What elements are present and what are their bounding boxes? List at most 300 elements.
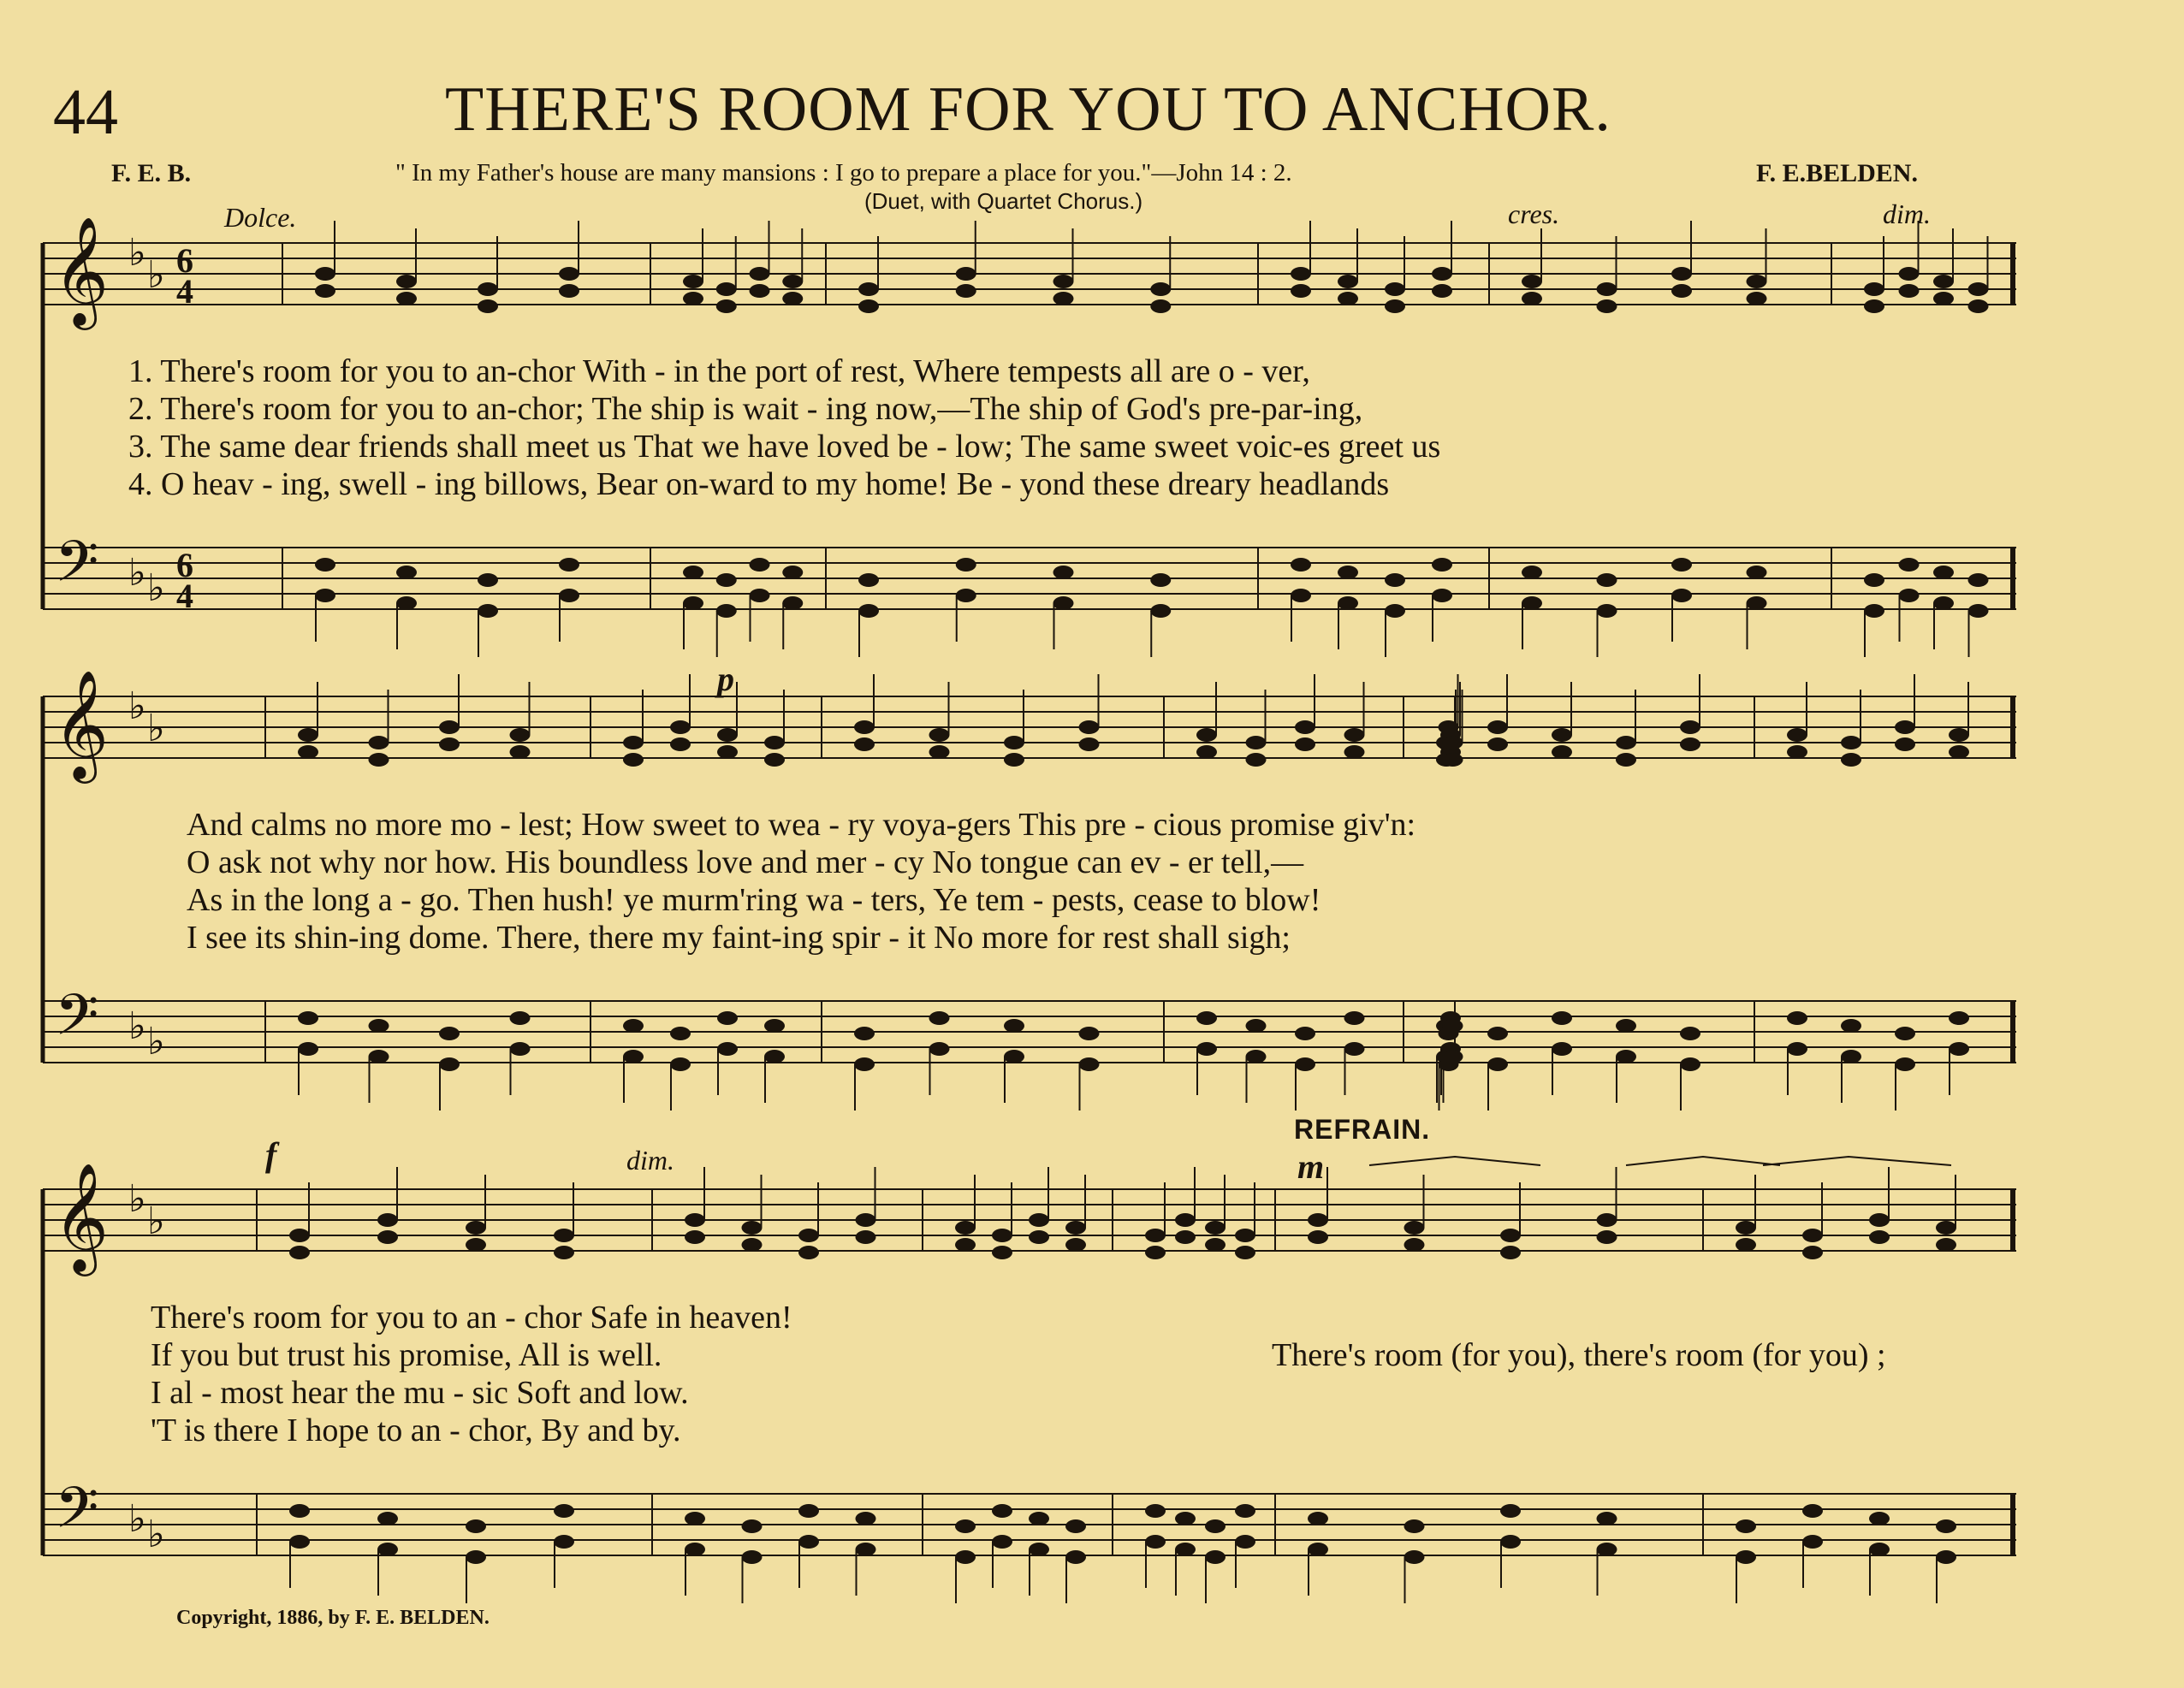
- note-head: [1747, 275, 1767, 288]
- note-head: [1841, 1050, 1861, 1063]
- note-head: [1968, 299, 1989, 313]
- note-head: [298, 745, 318, 759]
- note-head: [1869, 1230, 1890, 1244]
- note-head: [1205, 1550, 1226, 1564]
- note-head: [742, 1550, 763, 1564]
- note-head: [1065, 1238, 1086, 1252]
- lyric-line: O ask not why nor how. His boundless love and mer - cy No tongue can ev - er tell,—: [187, 844, 1304, 880]
- dynamic-dim-2: dim.: [626, 1145, 674, 1176]
- note-head: [289, 1246, 310, 1259]
- note-head: [439, 1057, 460, 1071]
- note-head: [1079, 1027, 1100, 1040]
- note-head: [782, 292, 803, 305]
- note-head: [929, 1042, 950, 1056]
- note-head: [1004, 736, 1024, 749]
- dynamic-forte: f: [265, 1135, 277, 1174]
- note-head: [1065, 1550, 1086, 1564]
- lyric-line: And calms no more mo - lest; How sweet to wea - ry voya-gers This pre - cious promise giv'n:: [187, 807, 1416, 843]
- note-head: [670, 1027, 691, 1040]
- note-head: [685, 1213, 705, 1227]
- note-head: [782, 275, 803, 288]
- note-head: [1295, 737, 1315, 751]
- lyric-line: If you but trust his promise, All is well.: [151, 1337, 662, 1373]
- time-signature-top: 6: [176, 241, 193, 280]
- note-head: [623, 753, 644, 767]
- note-head: [1344, 745, 1365, 759]
- note-head: [685, 1512, 705, 1525]
- note-head: [717, 1042, 738, 1056]
- hairpin: [1369, 1157, 1540, 1165]
- note-head: [1500, 1246, 1521, 1259]
- note-head: [466, 1221, 486, 1235]
- note-head: [956, 284, 976, 298]
- note-head: [510, 1042, 531, 1056]
- note-head: [1404, 1550, 1425, 1564]
- flat-sign: ♭: [147, 1199, 165, 1243]
- note-head: [1597, 573, 1617, 587]
- note-head: [1895, 1057, 1915, 1071]
- note-head: [1235, 1246, 1255, 1259]
- note-head: [1949, 1042, 1969, 1056]
- flat-sign: ♭: [147, 1513, 165, 1556]
- note-head: [1385, 604, 1405, 618]
- note-head: [478, 299, 498, 313]
- note-head: [1344, 1011, 1365, 1025]
- dynamic-piano: p: [717, 660, 734, 698]
- note-head: [1968, 282, 1989, 296]
- note-head: [798, 1229, 819, 1242]
- flat-sign: ♭: [147, 707, 165, 750]
- lyric-line: I al - most hear the mu - sic Soft and low.: [151, 1375, 689, 1411]
- note-head: [1246, 753, 1267, 767]
- note-head: [439, 720, 460, 734]
- note-head: [1736, 1238, 1756, 1252]
- note-head: [1736, 1221, 1756, 1235]
- note-head: [1246, 1019, 1267, 1033]
- note-head: [1175, 1213, 1196, 1227]
- note-head: [1145, 1246, 1166, 1259]
- note-head: [1895, 737, 1915, 751]
- note-head: [1522, 566, 1542, 579]
- note-head: [289, 1535, 310, 1549]
- note-head: [478, 282, 498, 296]
- note-head: [956, 267, 976, 281]
- note-head: [1968, 573, 1989, 587]
- note-head: [683, 292, 703, 305]
- note-head: [683, 566, 703, 579]
- note-head: [1597, 604, 1617, 618]
- note-head: [1802, 1535, 1823, 1549]
- note-head: [1671, 284, 1692, 298]
- note-head: [1864, 604, 1884, 618]
- note-head: [298, 728, 318, 742]
- time-signature-top: 6: [176, 546, 193, 584]
- page-title: THERE'S ROOM FOR YOU TO ANCHOR.: [445, 74, 1611, 145]
- note-head: [1145, 1504, 1166, 1518]
- note-head: [554, 1246, 574, 1259]
- note-head: [1899, 558, 1920, 572]
- note-head: [1487, 1057, 1508, 1071]
- note-head: [764, 1050, 785, 1063]
- note-head: [1029, 1213, 1049, 1227]
- note-head: [1949, 728, 1969, 742]
- note-head: [1616, 753, 1636, 767]
- note-head: [1671, 589, 1692, 602]
- note-head: [369, 753, 389, 767]
- note-head: [1150, 573, 1171, 587]
- note-head: [439, 737, 460, 751]
- note-head: [466, 1550, 486, 1564]
- note-head: [1150, 299, 1171, 313]
- note-head: [1869, 1213, 1890, 1227]
- lyric-line: 2. There's room for you to an-chor; The ship is wait - ing now,—The ship of God's pre-par-ing,: [128, 391, 1363, 427]
- subtitle: (Duet, with Quartet Chorus.): [864, 188, 1143, 214]
- note-head: [1295, 1027, 1315, 1040]
- note-head: [1597, 1213, 1617, 1227]
- note-head: [858, 604, 879, 618]
- lyric-line: 4. O heav - ing, swell - ing billows, Bear on-ward to my home! Be - yond these dreary headlands: [128, 466, 1390, 502]
- flat-sign: ♭: [147, 566, 165, 610]
- note-head: [1308, 1512, 1328, 1525]
- note-head: [1385, 282, 1405, 296]
- note-head: [559, 267, 579, 281]
- note-head: [1385, 573, 1405, 587]
- note-head: [623, 1019, 644, 1033]
- music-credit: F. E.BELDEN.: [1756, 159, 1918, 187]
- note-head: [1487, 737, 1508, 751]
- note-head: [369, 1050, 389, 1063]
- refrain-lyric: There's room (for you), there's room (for you) ;: [1272, 1337, 1886, 1373]
- note-head: [764, 1019, 785, 1033]
- bass-clef: 𝄢: [55, 1475, 99, 1555]
- bass-clef: 𝄢: [55, 982, 99, 1062]
- note-head: [856, 1512, 876, 1525]
- note-head: [750, 284, 770, 298]
- note-head: [1841, 736, 1861, 749]
- note-head: [1736, 1550, 1756, 1564]
- note-head: [683, 596, 703, 610]
- note-head: [1235, 1229, 1255, 1242]
- note-head: [1864, 299, 1884, 313]
- note-head: [377, 1543, 398, 1556]
- note-head: [1933, 596, 1954, 610]
- note-head: [1802, 1504, 1823, 1518]
- note-head: [854, 720, 875, 734]
- note-head: [1787, 1011, 1807, 1025]
- note-head: [1308, 1213, 1328, 1227]
- time-signature-bottom: 4: [176, 577, 193, 615]
- note-head: [929, 728, 950, 742]
- note-head: [854, 737, 875, 751]
- note-head: [782, 566, 803, 579]
- lyric-line: 1. There's room for you to an-chor With - in the port of rest, Where tempests all are o - ver,: [128, 353, 1310, 389]
- note-head: [1145, 1535, 1166, 1549]
- note-head: [466, 1519, 486, 1533]
- note-head: [856, 1213, 876, 1227]
- note-head: [1432, 558, 1452, 572]
- page-number: 44: [53, 76, 118, 148]
- note-head: [1175, 1230, 1196, 1244]
- note-head: [956, 589, 976, 602]
- note-head: [1196, 728, 1217, 742]
- note-head: [1443, 1019, 1463, 1033]
- note-head: [1597, 1512, 1617, 1525]
- note-head: [1500, 1535, 1521, 1549]
- lyric-line: I see its shin-ing dome. There, there my faint-ing spir - it No more for rest shall sigh;: [187, 920, 1291, 956]
- note-head: [782, 596, 803, 610]
- note-head: [315, 284, 335, 298]
- note-head: [955, 1238, 976, 1252]
- refrain-label: REFRAIN.: [1294, 1114, 1431, 1145]
- note-head: [1787, 1042, 1807, 1056]
- note-head: [1079, 737, 1100, 751]
- note-head: [1933, 292, 1954, 305]
- note-head: [798, 1246, 819, 1259]
- note-head: [1841, 1019, 1861, 1033]
- note-head: [1443, 736, 1463, 749]
- note-head: [1869, 1512, 1890, 1525]
- note-head: [1552, 745, 1572, 759]
- note-head: [1443, 1050, 1463, 1063]
- note-head: [1404, 1519, 1425, 1533]
- note-head: [1552, 1042, 1572, 1056]
- note-head: [716, 282, 737, 296]
- note-head: [1196, 1011, 1217, 1025]
- note-head: [1787, 728, 1807, 742]
- lyric-line: As in the long a - go. Then hush! ye murm'ring wa - ters, Ye tem - pests, cease to blow!: [187, 882, 1321, 918]
- note-head: [1747, 292, 1767, 305]
- dynamic-dolce: Dolce.: [224, 202, 297, 233]
- words-credit: F. E. B.: [111, 159, 192, 187]
- note-head: [1680, 737, 1700, 751]
- note-head: [1053, 566, 1074, 579]
- note-head: [854, 1027, 875, 1040]
- flat-sign: ♭: [128, 1497, 146, 1541]
- note-head: [623, 1050, 644, 1063]
- note-head: [858, 282, 879, 296]
- note-head: [717, 728, 738, 742]
- note-head: [1671, 558, 1692, 572]
- note-head: [856, 1543, 876, 1556]
- note-head: [1616, 1050, 1636, 1063]
- note-head: [1949, 1011, 1969, 1025]
- note-head: [929, 745, 950, 759]
- note-head: [396, 275, 417, 288]
- note-head: [1936, 1519, 1956, 1533]
- note-head: [1432, 284, 1452, 298]
- note-head: [856, 1230, 876, 1244]
- note-head: [1936, 1221, 1956, 1235]
- note-head: [992, 1535, 1012, 1549]
- note-head: [742, 1519, 763, 1533]
- note-head: [1616, 1019, 1636, 1033]
- note-head: [929, 1011, 950, 1025]
- note-head: [1487, 720, 1508, 734]
- note-head: [1949, 745, 1969, 759]
- note-head: [1065, 1519, 1086, 1533]
- dynamic-dim: dim.: [1883, 198, 1931, 229]
- note-head: [1029, 1543, 1049, 1556]
- note-head: [315, 589, 335, 602]
- note-head: [1895, 720, 1915, 734]
- note-head: [1597, 1543, 1617, 1556]
- note-head: [1004, 753, 1024, 767]
- note-head: [1487, 1027, 1508, 1040]
- note-head: [956, 558, 976, 572]
- flat-sign: ♭: [128, 1004, 146, 1048]
- note-head: [1196, 745, 1217, 759]
- note-head: [1616, 736, 1636, 749]
- flat-sign: ♭: [147, 1020, 165, 1063]
- note-head: [1308, 1230, 1328, 1244]
- note-head: [1552, 728, 1572, 742]
- note-head: [1175, 1543, 1196, 1556]
- note-head: [1404, 1221, 1425, 1235]
- note-head: [798, 1535, 819, 1549]
- note-head: [1291, 558, 1311, 572]
- note-head: [1295, 720, 1315, 734]
- note-head: [1291, 267, 1311, 281]
- note-head: [1802, 1246, 1823, 1259]
- note-head: [1597, 299, 1617, 313]
- dynamic-mezzo: m: [1297, 1147, 1325, 1186]
- note-head: [750, 589, 770, 602]
- note-head: [1246, 736, 1267, 749]
- note-head: [1338, 566, 1358, 579]
- note-head: [478, 573, 498, 587]
- note-head: [1344, 728, 1365, 742]
- note-head: [1150, 282, 1171, 296]
- note-head: [559, 589, 579, 602]
- note-head: [1522, 292, 1542, 305]
- note-head: [466, 1238, 486, 1252]
- note-head: [1246, 1050, 1267, 1063]
- note-head: [992, 1229, 1012, 1242]
- note-head: [1029, 1512, 1049, 1525]
- note-head: [1205, 1221, 1226, 1235]
- note-head: [1338, 596, 1358, 610]
- note-head: [1432, 267, 1452, 281]
- flat-sign: ♭: [128, 684, 146, 728]
- note-head: [1933, 566, 1954, 579]
- flat-sign: ♭: [128, 231, 146, 275]
- note-head: [685, 1543, 705, 1556]
- note-head: [1196, 1042, 1217, 1056]
- note-head: [1597, 1230, 1617, 1244]
- note-head: [377, 1230, 398, 1244]
- note-head: [396, 292, 417, 305]
- note-head: [955, 1221, 976, 1235]
- note-head: [750, 558, 770, 572]
- note-head: [1597, 282, 1617, 296]
- note-head: [510, 728, 531, 742]
- note-head: [1065, 1221, 1086, 1235]
- treble-clef: 𝄞: [53, 1162, 110, 1271]
- note-head: [685, 1230, 705, 1244]
- note-head: [1522, 275, 1542, 288]
- treble-clef: 𝄞: [53, 669, 110, 779]
- note-head: [1936, 1238, 1956, 1252]
- lyric-line: 'T is there I hope to an - chor, By and by.: [151, 1413, 681, 1448]
- note-head: [1899, 267, 1920, 281]
- note-head: [1747, 566, 1767, 579]
- hairpin: [1763, 1157, 1951, 1165]
- note-head: [298, 1011, 318, 1025]
- note-head: [559, 284, 579, 298]
- note-head: [1500, 1504, 1521, 1518]
- dynamic-cres: cres.: [1508, 198, 1560, 229]
- note-head: [1968, 604, 1989, 618]
- note-head: [623, 736, 644, 749]
- note-head: [396, 596, 417, 610]
- note-head: [1205, 1519, 1226, 1533]
- note-head: [798, 1504, 819, 1518]
- note-head: [554, 1504, 574, 1518]
- note-head: [717, 745, 738, 759]
- note-head: [1787, 745, 1807, 759]
- note-head: [377, 1213, 398, 1227]
- note-head: [1053, 275, 1074, 288]
- note-head: [1295, 1057, 1315, 1071]
- note-head: [1747, 596, 1767, 610]
- note-head: [764, 736, 785, 749]
- flat-sign: ♭: [128, 551, 146, 595]
- note-head: [559, 558, 579, 572]
- bass-clef: 𝄢: [55, 529, 99, 608]
- note-head: [1235, 1535, 1255, 1549]
- note-head: [1291, 284, 1311, 298]
- flat-sign: ♭: [128, 1177, 146, 1221]
- note-head: [1308, 1543, 1328, 1556]
- note-head: [1344, 1042, 1365, 1056]
- note-head: [670, 737, 691, 751]
- note-head: [670, 1057, 691, 1071]
- note-head: [1338, 275, 1358, 288]
- note-head: [750, 267, 770, 281]
- note-head: [1500, 1229, 1521, 1242]
- note-head: [1145, 1229, 1166, 1242]
- epigraph: " In my Father's house are many mansions : I go to prepare a place for you."—John 14 : 2.: [395, 159, 1292, 187]
- note-head: [554, 1229, 574, 1242]
- note-head: [1079, 1057, 1100, 1071]
- note-head: [1864, 282, 1884, 296]
- note-head: [396, 566, 417, 579]
- note-head: [1552, 1011, 1572, 1025]
- note-head: [1936, 1550, 1956, 1564]
- note-head: [858, 573, 879, 587]
- note-head: [716, 573, 737, 587]
- note-head: [1522, 596, 1542, 610]
- note-head: [1004, 1019, 1024, 1033]
- note-head: [315, 267, 335, 281]
- note-head: [1291, 589, 1311, 602]
- note-head: [1053, 292, 1074, 305]
- note-head: [1385, 299, 1405, 313]
- note-head: [289, 1504, 310, 1518]
- note-head: [1802, 1229, 1823, 1242]
- note-head: [1432, 589, 1452, 602]
- note-head: [1338, 292, 1358, 305]
- note-head: [1869, 1543, 1890, 1556]
- note-head: [369, 736, 389, 749]
- note-head: [742, 1221, 763, 1235]
- note-head: [716, 604, 737, 618]
- lyric-line: There's room for you to an - chor Safe in heaven!: [151, 1300, 792, 1336]
- treble-clef: 𝄞: [53, 216, 110, 325]
- note-head: [315, 558, 335, 572]
- note-head: [717, 1011, 738, 1025]
- note-head: [992, 1246, 1012, 1259]
